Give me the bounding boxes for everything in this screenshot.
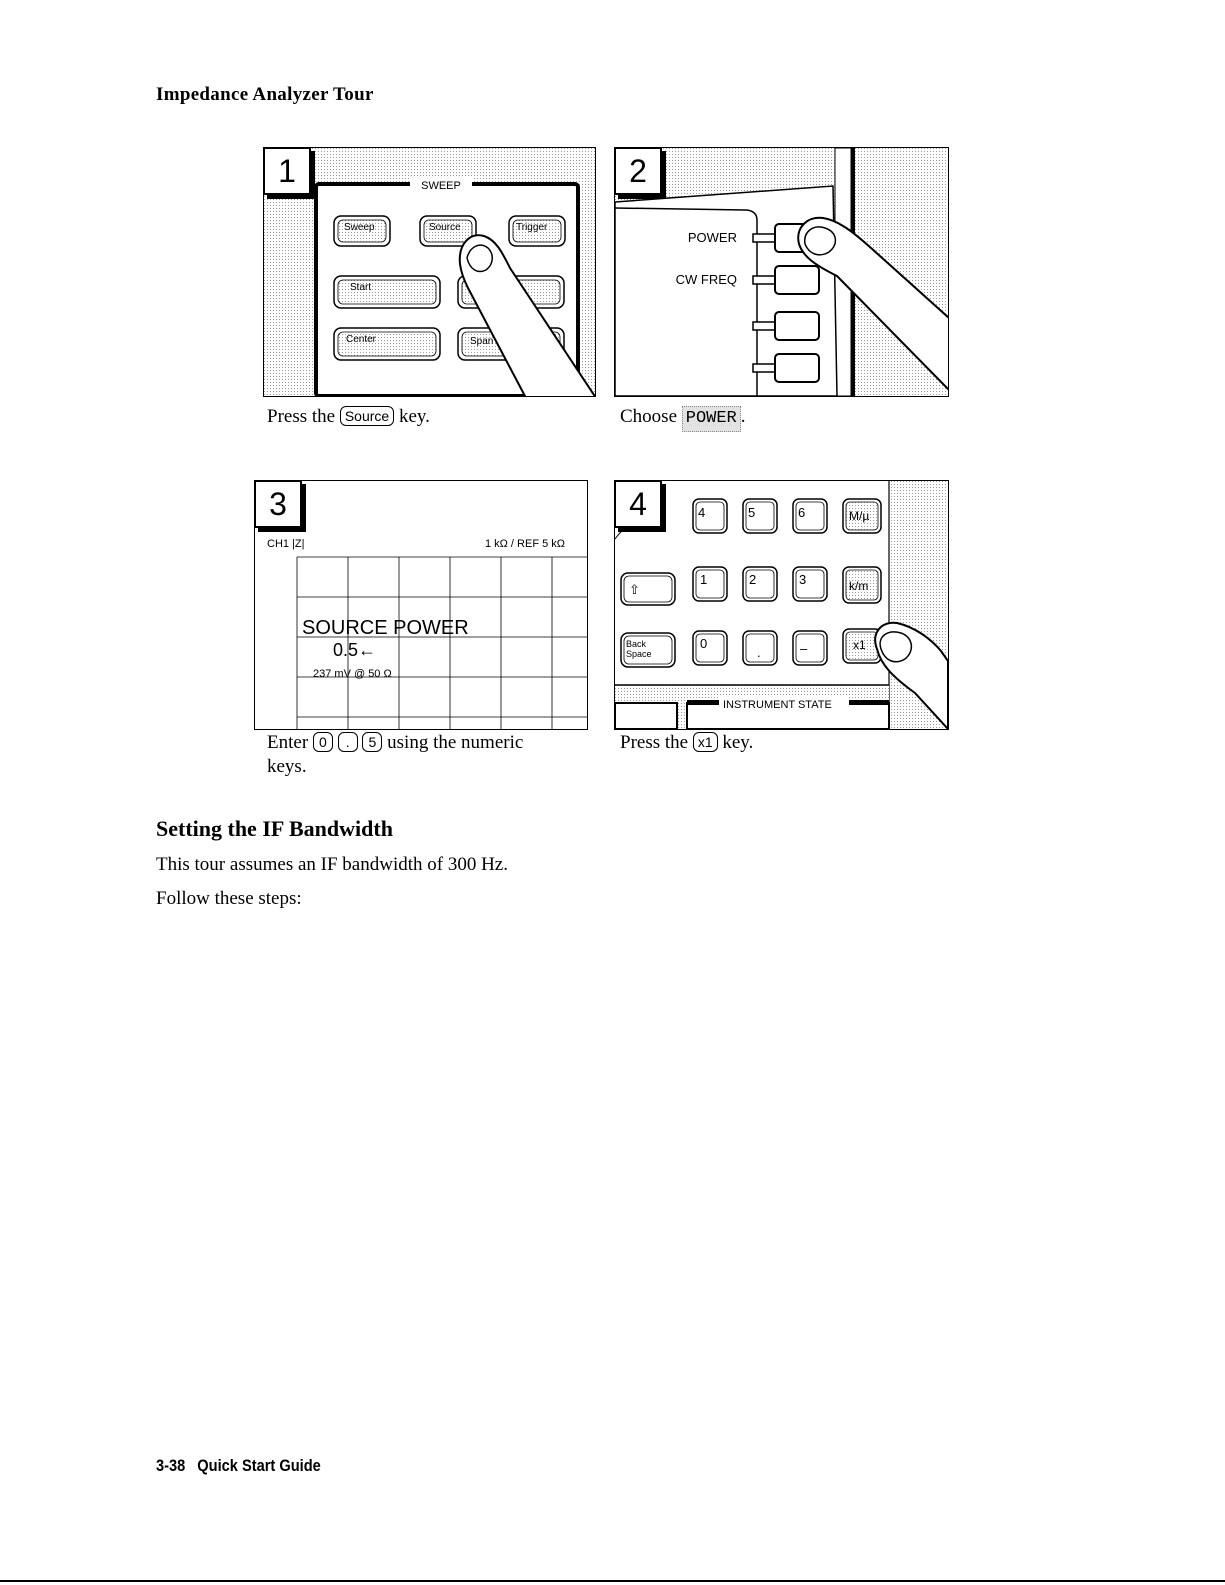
cw-freq-softkey-label: CW FREQ [675,272,737,287]
svg-text:5: 5 [748,505,756,520]
channel-label: CH1 |Z| [267,538,305,550]
decimal-keycap: . [338,732,358,752]
step-2-number: 2 [614,147,662,195]
x1-keycap: x1 [693,732,718,752]
svg-text:1: 1 [700,572,708,587]
step-4-caption: Press the x1 key. [620,732,754,753]
page-footer [156,1456,321,1476]
section-heading: Setting the IF Bandwidth [156,816,393,841]
center-key[interactable] [334,328,440,360]
running-header: Impedance Analyzer Tour [156,84,374,105]
svg-text:x1: x1 [853,638,866,652]
step-2-caption: Choose POWER . [620,405,746,432]
start-key[interactable] [334,276,440,308]
svg-text:Sweep: Sweep [344,222,375,233]
power-softkey-ref: POWER [682,406,741,432]
bottom-rule [0,1580,1225,1582]
trigger-key[interactable] [509,216,565,246]
footer-title: Quick Start Guide [197,1456,321,1475]
entry-title: SOURCE POWER [302,617,469,639]
page-number: 3-38 [156,1456,186,1475]
step-3-illustration [254,480,588,730]
instrument-state-group-label: INSTRUMENT STATE [723,699,832,711]
keypad-row-3[interactable] [621,629,881,667]
svg-text:4: 4 [698,505,706,520]
body-paragraph: This tour assumes an IF bandwidth of 300 Hz. [156,854,508,875]
svg-text:2: 2 [749,572,757,587]
svg-text:Span: Span [470,336,494,347]
zero-keycap: 0 [313,732,333,752]
svg-text:M/µ: M/µ [849,509,870,523]
step-3-number: 3 [254,480,302,528]
svg-text:–: – [800,641,808,656]
shift-arrow-icon: ⇧ [629,582,640,597]
step-1-number: 1 [263,147,311,195]
svg-text:6: 6 [798,505,806,520]
entry-subtext: 237 mV @ 50 Ω [313,668,392,680]
source-keycap: Source [340,406,394,426]
svg-text:Source: Source [429,222,461,233]
scale-label: 1 kΩ / REF 5 kΩ [484,538,565,550]
body-paragraph: Follow these steps: [156,888,302,909]
step-1-caption: Press the Source key. [267,406,430,427]
step-2-illustration [614,147,949,397]
five-keycap: 5 [362,732,382,752]
svg-text:.: . [757,645,761,660]
svg-text:Back: Back [626,639,647,649]
svg-text:0: 0 [700,636,708,651]
keypad-row-2[interactable] [621,567,881,605]
svg-text:k/m: k/m [849,579,869,593]
step-1-illustration [263,147,596,397]
svg-text:Space: Space [626,649,652,659]
svg-text:Start: Start [350,282,372,293]
step-4-number: 4 [614,480,662,528]
keypad-row-1[interactable] [693,499,881,533]
step-3-caption: Enter 0 . 5 using the numeric keys. [267,732,524,777]
entry-value: 0.5← [333,640,377,660]
sweep-key[interactable] [334,216,390,246]
svg-text:Trigger: Trigger [516,222,548,233]
power-softkey-label: POWER [687,230,737,245]
sweep-group-label: SWEEP [421,180,461,192]
svg-text:3: 3 [799,572,807,587]
step-4-illustration [614,480,949,730]
svg-text:Center: Center [346,334,377,345]
